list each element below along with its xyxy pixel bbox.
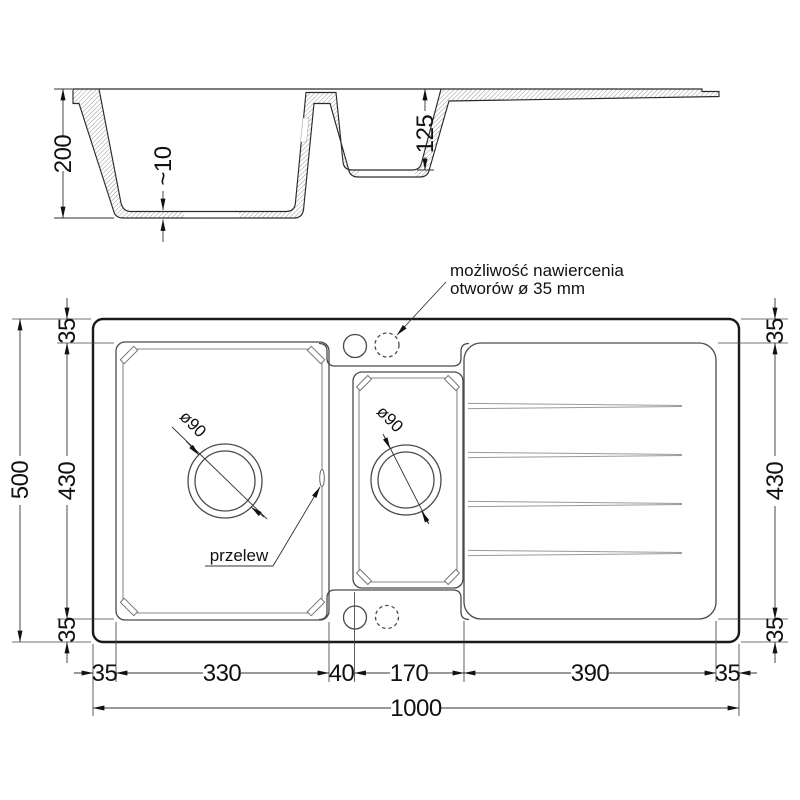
- small-bowl-drain-gap: [359, 171, 415, 176]
- section-view: [50, 89, 719, 242]
- dim-rim-left: 35: [91, 660, 118, 687]
- overflow-label: przelew: [209, 546, 269, 565]
- main-drain-inner-circle: [195, 451, 255, 511]
- dim-right-rim-bottom: 35: [762, 617, 789, 643]
- dim-main-drain-diameter: [172, 407, 267, 519]
- drainboard: [464, 343, 716, 619]
- dim-small-drain-diameter: [373, 402, 429, 524]
- plan-view: [7, 261, 789, 722]
- dim-main-bowl-width: 330: [202, 660, 242, 687]
- dim-drainboard-width: 390: [570, 660, 610, 687]
- main-bowl: [116, 342, 329, 620]
- dim-left-rim-bottom: 35: [54, 617, 81, 643]
- dim-label-width-total: 1000: [390, 695, 442, 722]
- dim-chain-width-segments: [74, 660, 757, 687]
- main-drain-outer-circle: [188, 444, 262, 518]
- secondary-bowl-corner-chamfers: [357, 376, 460, 585]
- secondary-bowl: [353, 372, 463, 588]
- dim-base-thickness: [150, 146, 177, 242]
- dim-label-base-thickness: ~10: [150, 146, 177, 186]
- dim-width-total: [93, 695, 739, 722]
- faucet-deck-top-outline: [319, 344, 469, 367]
- small-drain-label: ø90: [372, 402, 407, 437]
- sink-outline: [93, 319, 739, 642]
- main-drain-label: ø90: [175, 407, 210, 442]
- drainboard-grooves: [468, 403, 682, 555]
- dim-right-bowl-height: 430: [762, 461, 789, 501]
- dim-chain-left-segments: [54, 298, 81, 663]
- dim-right-rim-top: 35: [762, 318, 789, 344]
- faucet-hole-top: [344, 335, 367, 358]
- overflow-slot: [320, 470, 325, 487]
- dim-rim-right: 35: [714, 660, 741, 687]
- overflow-annotation: [205, 487, 320, 566]
- dim-label-depth-total: 200: [50, 134, 77, 174]
- dim-label-height-total: 500: [7, 460, 34, 500]
- dim-chain-right-segments: [762, 298, 789, 663]
- drill-note: [397, 261, 624, 335]
- dim-left-bowl-height: 430: [54, 461, 81, 501]
- main-bowl-drain-gap: [184, 212, 239, 217]
- small-drain-inner-circle: [378, 452, 434, 508]
- optional-drill-hole-bottom: [376, 606, 399, 629]
- faucet-deck-bottom-outline: [319, 590, 469, 620]
- main-bowl-corner-chamfers: [120, 346, 324, 615]
- dim-divider-width: 40: [328, 660, 355, 687]
- dim-height-total: [7, 319, 34, 642]
- small-drain-outer-circle: [371, 445, 441, 515]
- dim-small-bowl-width: 170: [389, 660, 429, 687]
- drill-note-line1: możliwość nawiercenia: [450, 261, 624, 280]
- dim-label-small-bowl-depth: 125: [412, 114, 439, 154]
- dim-left-rim-top: 35: [54, 318, 81, 344]
- drill-note-line2: otworów ø 35 mm: [450, 279, 586, 298]
- optional-drill-hole-top: [375, 333, 399, 357]
- faucet-hole-bottom: [344, 606, 367, 629]
